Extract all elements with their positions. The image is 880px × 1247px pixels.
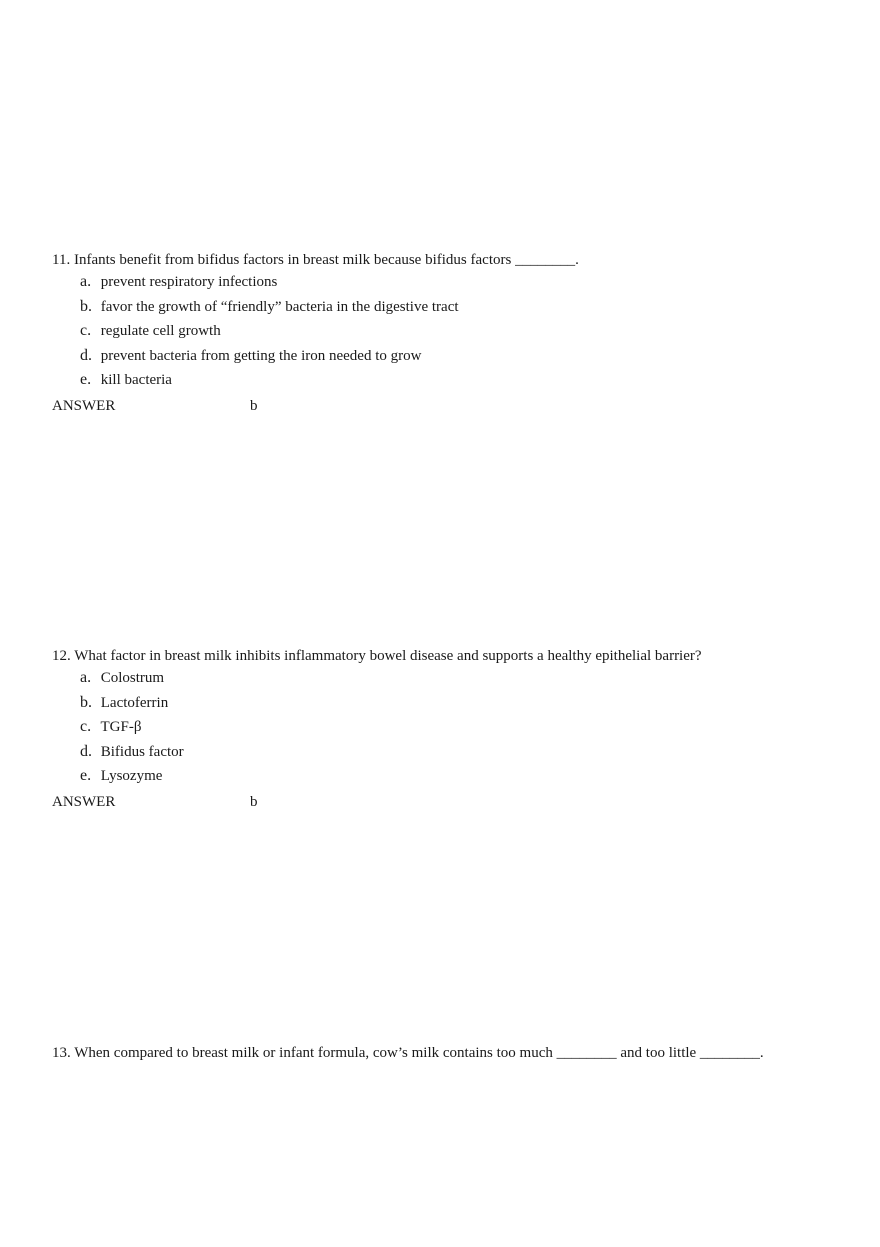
question-11 (52, 250, 860, 418)
option-d (80, 344, 860, 369)
answer-label: ANSWER (52, 397, 116, 414)
option-b (80, 691, 860, 716)
question-13 (52, 1043, 860, 1063)
answer-value: b (250, 397, 258, 414)
question-text: What factor in breast milk inhibits inflammatory bowel disease and supports a healthy epithelial barrier? (74, 648, 702, 664)
option-text: Lysozyme (100, 768, 163, 784)
option-text: Lactoferrin (100, 694, 169, 711)
option-text: Bifidus factor (100, 743, 184, 760)
option-text: prevent bacteria from getting the iron needed to grow (100, 347, 422, 364)
answer-value: b (250, 793, 258, 810)
option-a (80, 666, 860, 691)
option-letter: d. (80, 742, 92, 760)
option-text: TGF-β (100, 719, 142, 735)
question-text: When compared to breast milk or infant formula, cow’s milk contains too much ________ and too little ________. (74, 1045, 764, 1061)
question-stem (52, 646, 860, 666)
answer-row (52, 394, 860, 418)
option-text: prevent respiratory infections (100, 274, 278, 290)
option-letter: a. (80, 669, 92, 686)
option-text: Colostrum (100, 670, 165, 686)
option-letter: c. (80, 322, 92, 339)
option-letter: b. (80, 297, 92, 315)
option-text: kill bacteria (100, 372, 172, 388)
option-text: regulate cell growth (100, 323, 221, 339)
option-list (52, 666, 860, 789)
answer-row (52, 790, 860, 814)
option-letter: c. (80, 718, 92, 735)
question-12 (52, 646, 860, 814)
option-list (52, 270, 860, 393)
answer-label: ANSWER (52, 793, 116, 810)
option-c (80, 715, 860, 740)
question-stem (52, 250, 860, 270)
option-letter: e. (80, 767, 92, 784)
option-c (80, 319, 860, 344)
option-e (80, 764, 860, 789)
option-e (80, 368, 860, 393)
option-a (80, 270, 860, 295)
option-text: favor the growth of “friendly” bacteria in the digestive tract (100, 298, 459, 315)
question-number: 12. (52, 648, 71, 664)
question-stem (52, 1043, 860, 1063)
option-letter: e. (80, 371, 92, 388)
option-letter: b. (80, 693, 92, 711)
question-number: 13. (52, 1045, 71, 1061)
option-b (80, 295, 860, 320)
question-number: 11. (52, 252, 71, 268)
option-d (80, 740, 860, 765)
option-letter: a. (80, 273, 92, 290)
option-letter: d. (80, 346, 92, 364)
question-text: Infants benefit from bifidus factors in breast milk because bifidus factors ________. (73, 252, 579, 268)
